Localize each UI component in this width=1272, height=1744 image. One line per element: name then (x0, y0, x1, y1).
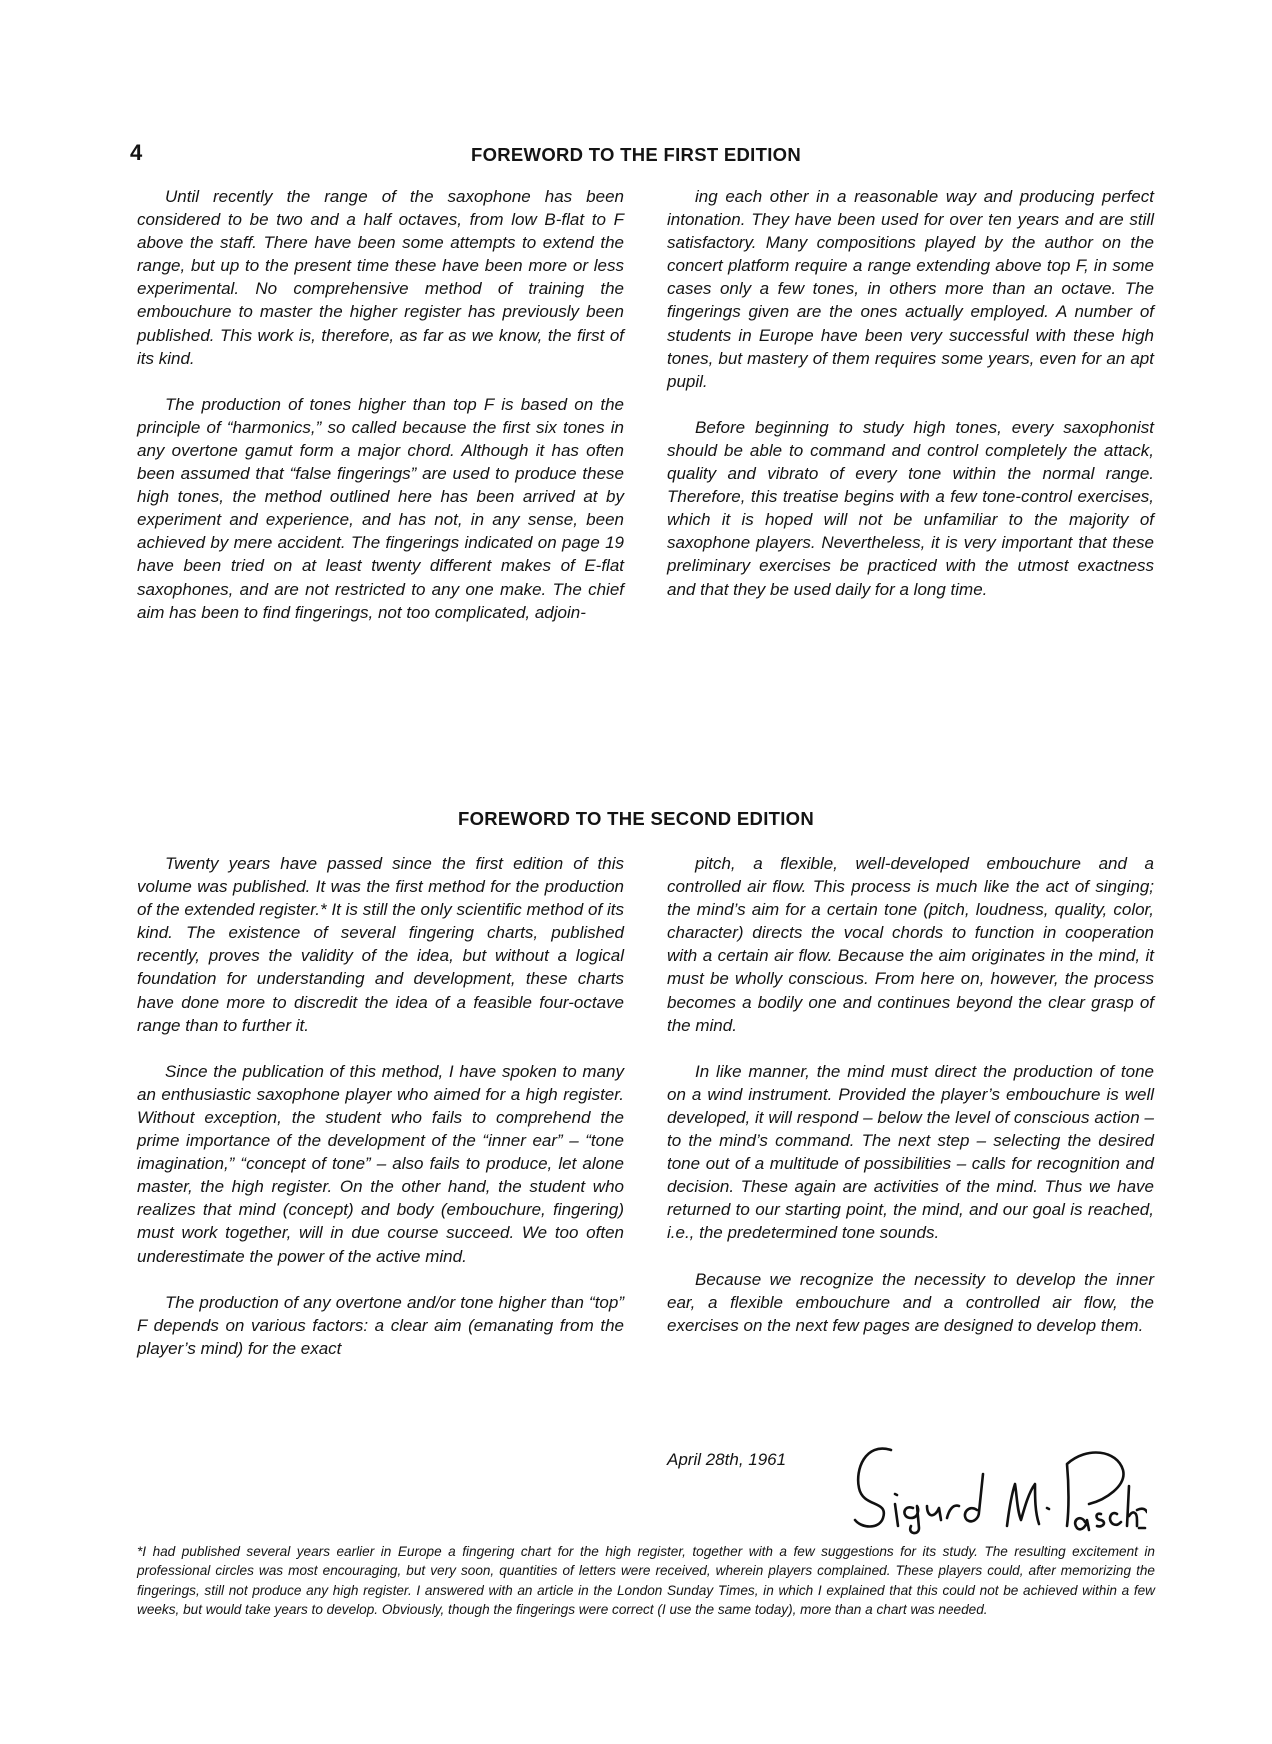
paragraph: Because we recognize the necessity to develop the inner ear, a flexible embouchure and a controlled air flow, the exercises on the next few pages are designed to develop them. (667, 1269, 1154, 1335)
paragraph: Twenty years have passed since the first edition of this volume was published. It was the first method for the production of the extended register.* It is still the only scientific method of its kind. The existence of several fingering charts, published recently, proves the validity of the idea, but without a logical foundation for understanding and development, these charts have done more to discredit the idea of a feasible four-octave range than to further it. (137, 854, 624, 1035)
first-edition-heading: FOREWORD TO THE FIRST EDITION (470, 144, 802, 165)
second-edition-right-column (667, 852, 1154, 1337)
paragraph: The production of tones higher than top F is based on the principle of “harmonics,” so called because the first six tones in any overtone gamut form a major chord. Although it has often been assumed that “false fingerings” are used to produce these high tones, the method outlined here has been arrived at by experiment and experience, and has not, in any sense, been achieved by mere accident. The fingerings indicated on page 19 have been tried on at least twenty different makes of E-flat saxophones, and are not restricted to any one make. The chief aim has been to find fingerings, not too complicated, adjoin- (137, 394, 624, 622)
signature-image (847, 1430, 1147, 1540)
first-edition-right-column (667, 185, 1154, 601)
second-edition-left-column (137, 852, 624, 1360)
paragraph: Until recently the range of the saxophone has been considered to be two and a half octaves, from low B-flat to F above the staff. There have been some attempts to extend the range, but up to the present time these have been more or less experimental. No comprehensive method of training the embouchure to master the higher register has previously been published. This work is, therefore, as far as we know, the first of its kind. (137, 187, 624, 368)
footnote: *I had published several years earlier in Europe a fingering chart for the high register, together with a few suggestions for its study. The resulting excitement in professional circles was most encouraging, but very soon, quantities of letters were received, wherein players complained. These players could, after memorizing the fingerings, still not produce any high register. I answered with an article in the London Sunday Times, in which I explained that this could not be achieved within a few weeks, but would take years to develop. Obviously, though the fingerings were correct (I use the same today), more than a chart was needed. (137, 1544, 1155, 1618)
paragraph: pitch, a flexible, well-developed embouchure and a controlled air flow. This process is much like the act of singing; the mind’s aim for a certain tone (pitch, loudness, quality, color, character) directs the vocal chords to function in cooperation with a certain air flow. Because the aim originates in the mind, it must be wholly conscious. From here on, however, the process becomes a bodily one and continues beyond the clear grasp of the mind. (667, 854, 1154, 1035)
second-edition-heading: FOREWORD TO THE SECOND EDITION (457, 808, 815, 829)
date: April 28th, 1961 (667, 1450, 787, 1469)
paragraph: The production of any overtone and/or tone higher than “top” F depends on various factors: a clear aim (emanating from the player’s mind) for the exact (137, 1292, 624, 1358)
signature-block (667, 1430, 1167, 1540)
paragraph: Since the publication of this method, I have spoken to many an enthusiastic saxophone player who aimed for a high register. Without exception, the student who fails to comprehend the prime importance of the development of the “inner ear” – “tone imagination,” “concept of tone” – also fails to produce, let alone master, the high register. On the other hand, the student who realizes that mind (concept) and body (embouchure, fingering) must work together, will in due course succeed. We too often underestimate the power of the active mind. (137, 1061, 624, 1266)
paragraph: In like manner, the mind must direct the production of tone on a wind instrument. Provided the player’s embouchure is well developed, it will respond – below the level of conscious action – to the mind’s command. The next step – selecting the desired tone out of a multitude of possibilities – calls for recognition and decision. These again are activities of the mind. Thus we have returned to our starting point, the mind, and our goal is reached, i.e., the predetermined tone sounds. (667, 1061, 1154, 1243)
paragraph: ing each other in a reasonable way and producing perfect intonation. They have been used for over ten years and are still satisfactory. Many compositions played by the author on the concert platform require a range extending above top F, in some cases only a few tones, in others more than an octave. The fingerings given are the ones actually employed. A number of students in Europe have been very successful with these high tones, but mastery of them requires some years, even for an apt pupil. (667, 187, 1154, 391)
page-number: 4 (130, 140, 143, 165)
paragraph: Before beginning to study high tones, every saxophonist should be able to command and control completely the attack, quality and vibrato of every tone within the normal range. Therefore, this treatise begins with a few tone-control exercises, which it is hoped will not be unfamiliar to the majority of saxophone players. Nevertheless, it is very important that these preliminary exercises be practiced with the utmost exactness and that they be used daily for a long time. (667, 417, 1154, 599)
first-edition-left-column (137, 185, 624, 624)
